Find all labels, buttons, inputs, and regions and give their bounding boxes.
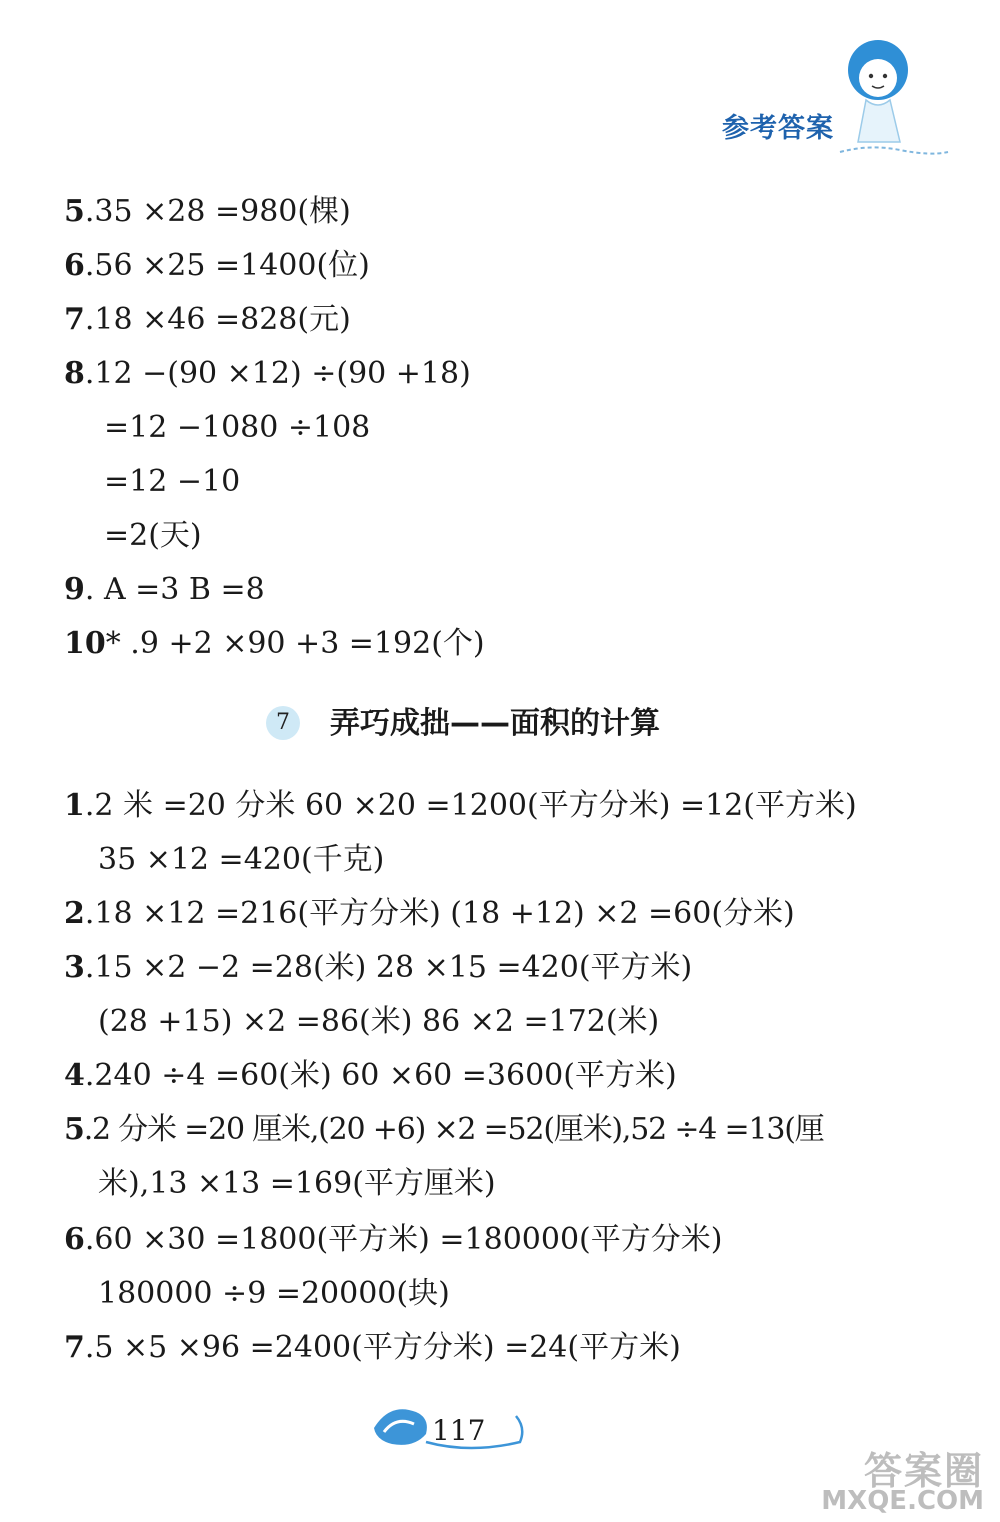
answer-line xyxy=(98,1004,659,1040)
answer-text: .2 分米 =20 厘米,(20 +6) ×2 =52(厘米),52 ÷4 =13(厘 xyxy=(83,1112,824,1147)
answer-line xyxy=(64,194,351,230)
answer-line xyxy=(64,950,692,986)
answer-number: 7 xyxy=(64,1330,85,1365)
page-footer xyxy=(370,1398,530,1458)
watermark-url: MXQE.COM xyxy=(821,1486,984,1516)
answer-line xyxy=(104,410,370,446)
answer-text: =2(天) xyxy=(104,518,202,553)
answer-line xyxy=(104,518,202,554)
answer-text: .2 米 =20 分米 60 ×20 =1200(平方分米) =12(平方米) xyxy=(84,788,857,823)
answer-text: .240 ÷4 =60(米) 60 ×60 =3600(平方米) xyxy=(84,1058,677,1093)
answer-line xyxy=(98,1166,496,1202)
answer-number: 2 xyxy=(64,896,85,931)
answer-text: (28 +15) ×2 =86(米) 86 ×2 =172(米) xyxy=(98,1004,660,1039)
answer-number: 8 xyxy=(64,356,85,391)
answer-text: . A =3 B =8 xyxy=(84,572,265,607)
answer-line xyxy=(98,1276,450,1312)
answer-text: .35 ×28 =980(棵) xyxy=(84,194,351,229)
answer-line xyxy=(64,1330,681,1366)
answer-number: 4 xyxy=(64,1058,85,1093)
page-header xyxy=(700,30,1000,170)
answer-line xyxy=(64,1112,824,1148)
watermark xyxy=(790,1440,990,1520)
page-number: 117 xyxy=(432,1414,486,1447)
answer-line xyxy=(64,896,795,932)
answer-text: .18 ×12 =216(平方分米) (18 +12) ×2 =60(分米) xyxy=(84,896,795,931)
answer-number: 6 xyxy=(64,1222,85,1257)
answer-text: .56 ×25 =1400(位) xyxy=(84,248,370,283)
watermark-logo-text: 答案圈 xyxy=(863,1449,984,1493)
answer-text: 米),13 ×13 =169(平方厘米) xyxy=(98,1166,496,1201)
header-title: 参考答案 xyxy=(722,113,834,144)
answer-text: 35 ×12 =420(千克) xyxy=(98,842,385,877)
girl-illustration-icon xyxy=(830,30,950,160)
answer-text: .15 ×2 −2 =28(米) 28 ×15 =420(平方米) xyxy=(84,950,693,985)
answer-text: .60 ×30 =1800(平方米) =180000(平方分米) xyxy=(84,1222,723,1257)
answer-text: .18 ×46 =828(元) xyxy=(84,302,351,337)
answer-number: 9 xyxy=(64,572,85,607)
answer-line xyxy=(64,356,471,392)
answer-number: 5 xyxy=(64,1112,84,1147)
answer-line xyxy=(64,302,351,338)
answer-number: 10 xyxy=(64,626,106,661)
answer-text: =12 −10 xyxy=(104,464,241,499)
answer-line xyxy=(64,788,857,824)
answer-number: 7 xyxy=(64,302,85,337)
answer-text: 180000 ÷9 =20000(块) xyxy=(98,1276,450,1311)
section-number-badge: 7 xyxy=(266,706,300,740)
answer-line xyxy=(64,572,265,608)
answer-text: .5 ×5 ×96 =2400(平方分米) =24(平方米) xyxy=(84,1330,681,1365)
answer-number: 5 xyxy=(64,194,85,229)
section-title: 弄巧成拙——面积的计算 xyxy=(330,706,660,741)
answer-line xyxy=(64,1058,677,1094)
answer-number: 6 xyxy=(64,248,85,283)
answer-line xyxy=(104,464,240,500)
answer-number: 3 xyxy=(64,950,85,985)
answer-line xyxy=(64,248,370,284)
answer-text: =12 −1080 ÷108 xyxy=(104,410,371,445)
answer-line xyxy=(64,626,485,662)
answer-text: * .9 +2 ×90 +3 =192(个) xyxy=(105,626,485,661)
answer-text: .12 −(90 ×12) ÷(90 +18) xyxy=(84,356,471,391)
answer-number: 1 xyxy=(64,788,85,823)
answer-line xyxy=(64,1222,722,1258)
answer-line xyxy=(98,842,384,878)
